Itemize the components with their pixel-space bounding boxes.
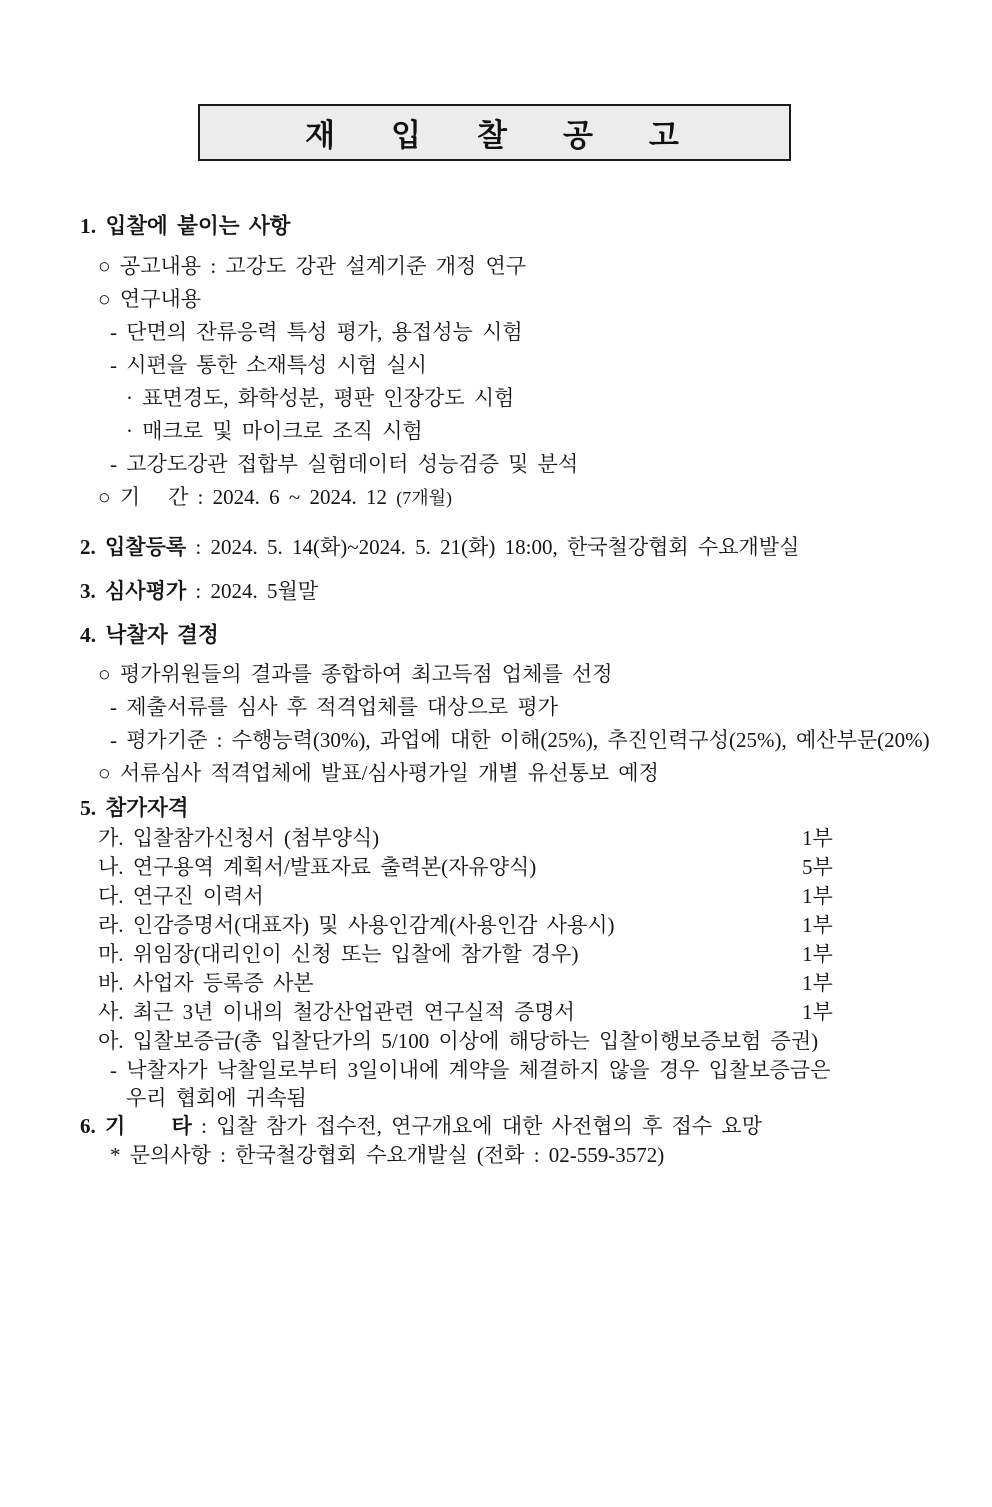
section-qualifications	[80, 793, 942, 1112]
section-4-heading: 4. 낙찰자 결정	[80, 623, 219, 647]
section-5-heading: 5. 참가자격	[80, 796, 189, 820]
requirement-row-deposit: 아. 입찰보증금(총 입찰단가의 5/100 이상에 해당하는 입찰이행보증보험 증권)	[98, 1029, 819, 1053]
requirement-label: 다. 연구진 이력서	[98, 884, 264, 908]
section-evaluation	[80, 575, 942, 608]
contact-line: * 문의사항 : 한국철강협회 수요개발실 (전화 : 02-559-3572)	[110, 1143, 665, 1167]
deposit-note-line-2: 우리 협회에 귀속됨	[126, 1086, 307, 1110]
deposit-note-line-1: - 낙찰자가 낙찰일로부터 3일이내에 계약을 체결하지 않을 경우 입찰보증금은	[110, 1058, 831, 1082]
section-2-label: 2. 입찰등록	[80, 535, 187, 559]
requirement-count: 1부	[802, 1000, 833, 1024]
bid-registration-line	[80, 531, 942, 564]
requirement-row	[80, 998, 942, 1027]
section-1-heading: 1. 입찰에 붙이는 사항	[80, 214, 291, 238]
requirement-row	[80, 969, 942, 998]
document-title-box	[198, 104, 791, 161]
period-note: (7개월)	[396, 488, 452, 508]
requirement-count: 1부	[802, 884, 833, 908]
list-item-macro-micro: · 매크로 및 마이크로 조직 시험	[126, 419, 423, 443]
requirement-count: 1부	[802, 942, 833, 966]
evaluation-line	[80, 575, 942, 608]
document-page	[0, 104, 992, 1170]
etc-line	[80, 1112, 942, 1141]
document-title: 재 입 찰 공 고	[305, 118, 684, 153]
list-item-announcement-content: ○ 공고내용 : 고강도 강관 설계기준 개정 연구	[98, 254, 527, 278]
requirement-label: 나. 연구용역 계획서/발표자료 출력본(자유양식)	[98, 855, 537, 879]
requirement-label: 마. 위임장(대리인이 신청 또는 입찰에 참가할 경우)	[98, 942, 579, 966]
requirement-row	[80, 911, 942, 940]
section-3-value: : 2024. 5월말	[186, 579, 319, 603]
section-bid-items	[80, 210, 942, 515]
requirement-label: 가. 입찰참가신청서 (첨부양식)	[98, 826, 380, 850]
section-etc	[80, 1112, 942, 1170]
list-item-document-review: - 제출서류를 심사 후 적격업체를 대상으로 평가	[110, 695, 558, 719]
section-winner-decision	[80, 619, 942, 790]
list-item-residual-stress: - 단면의 잔류응력 특성 평가, 용접성능 시험	[110, 320, 523, 344]
list-item-specimen-test: - 시편을 통한 소재특성 시험 실시	[110, 353, 427, 377]
list-item-select-best: ○ 평가위원들의 결과를 종합하여 최고득점 업체를 선정	[98, 662, 613, 686]
list-item-joint-verification: - 고강도강관 접합부 실험데이터 성능검증 및 분석	[110, 452, 579, 476]
list-item-surface-hardness: · 표면경도, 화학성분, 평판 인장강도 시험	[126, 386, 515, 410]
period-line	[80, 481, 942, 515]
requirement-row	[80, 824, 942, 853]
section-3-label: 3. 심사평가	[80, 579, 187, 603]
list-item-research-content: ○ 연구내용	[98, 287, 202, 311]
requirement-row	[80, 853, 942, 882]
requirement-count: 1부	[802, 913, 833, 937]
period-text: ○ 기 간 : 2024. 6 ~ 2024. 12	[98, 485, 387, 509]
requirement-label: 사. 최근 3년 이내의 철강산업관련 연구실적 증명서	[98, 1000, 575, 1024]
section-6-value: : 입찰 참가 접수전, 연구개요에 대한 사전협의 후 접수 요망	[191, 1114, 762, 1138]
list-item-criteria: - 평가기준 : 수행능력(30%), 과업에 대한 이해(25%), 추진인력구성(25%), 예산부문(20%)	[110, 728, 930, 752]
requirement-row	[80, 940, 942, 969]
section-6-label: 6. 기 타	[80, 1114, 192, 1138]
section-2-value: : 2024. 5. 14(화)~2024. 5. 21(화) 18:00, 한국철강협회 수요개발실	[186, 535, 800, 559]
requirement-label: 바. 사업자 등록증 사본	[98, 971, 314, 995]
section-bid-registration	[80, 531, 942, 564]
requirement-count: 5부	[802, 855, 833, 879]
requirement-count: 1부	[802, 826, 833, 850]
list-item-notification: ○ 서류심사 적격업체에 발표/심사평가일 개별 유선통보 예정	[98, 761, 659, 785]
requirement-row	[80, 882, 942, 911]
requirement-label: 라. 인감증명서(대표자) 및 사용인감계(사용인감 사용시)	[98, 913, 615, 937]
requirement-count: 1부	[802, 971, 833, 995]
